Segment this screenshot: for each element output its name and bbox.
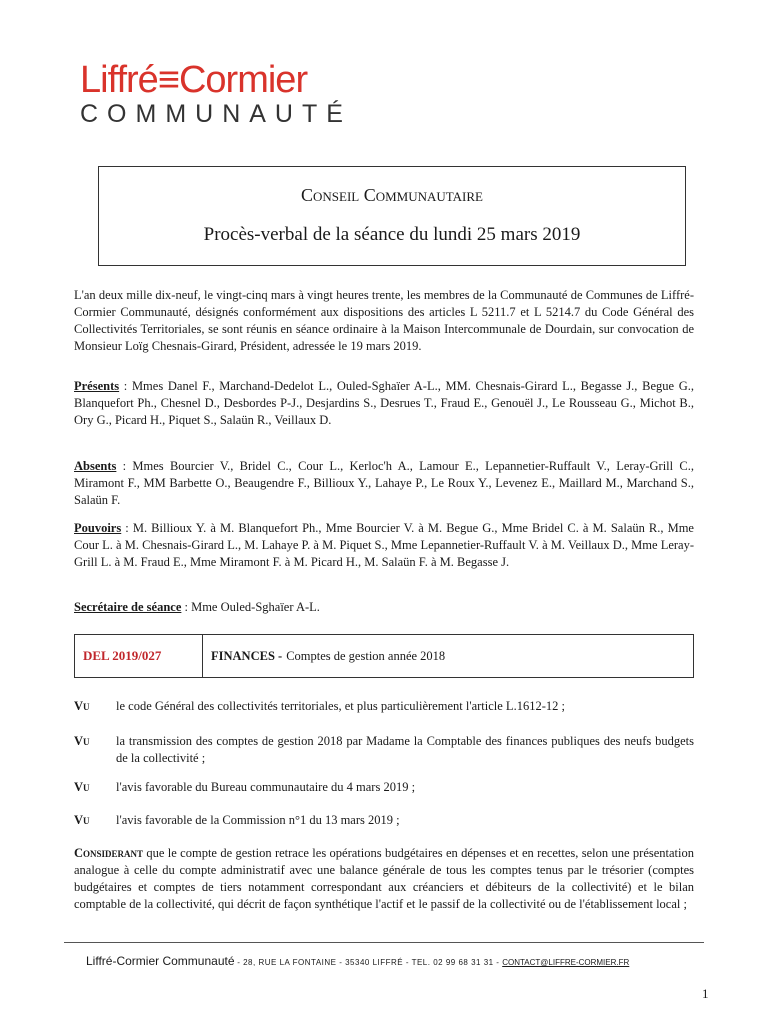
presents-paragraph [74,378,694,429]
footer-name: Liffré-Cormier Communauté [86,954,235,968]
absents-text: : Mmes Bourcier V., Bridel C., Cour L., Kerloc'h A., Lamour E., Lepannetier-Ruffault V., Leray-Grill C., Miramont F., MM Barbette O., Beaugendre F., Billioux Y., Lahaye P., Le Roux Y., Levenez E., Maillard M., Marchand S., Salaün F. [74,459,694,507]
vu-text: le code Général des collectivités territoriales, et plus particulièrement l'article L.1612-12 ; [116,699,565,713]
vu-text: l'avis favorable de la Commission n°1 du 13 mars 2019 ; [116,813,400,827]
pouvoirs-label: Pouvoirs [74,521,122,535]
vu-item [74,779,694,796]
footer [86,954,629,968]
presents-text: : Mmes Danel F., Marchand-Dedelot L., Ouled-Sghaïer A-L., MM. Chesnais-Girard L., Begasse J., Begue G., Blanquefort Ph., Chesnel D., Desbordes P-J., Desjardins S., Desrues T., Fraud E., Genouël J., Le Rousseau G., Michot B., Ory G., Picard H., Piquet S., Salaün R., Veillaux D. [74,379,694,427]
logo-wordmark [80,60,352,100]
logo [80,60,352,128]
vu-item [74,733,694,767]
deliberation-subject [203,635,445,677]
deliberation-category: FINANCES - [211,648,283,663]
intro-paragraph: L'an deux mille dix-neuf, le vingt-cinq mars à vingt heures trente, les membres de la Communauté de Communes de Liffré-Cormier Communauté, désignés conformément aux dispositions des articles L 5211.7 et L 5214.7 du Code Général des Collectivités Territoriales, se sont réunis en séance ordinaire à la Maison Intercommunale de Dourdain, sur convocation de Monsieur Loïg Chesnais-Girard, Président, adressée le 19 mars 2019. [74,288,694,353]
pouvoirs-text: : M. Billioux Y. à M. Blanquefort Ph., Mme Bourcier V. à M. Begue G., Mme Bridel C. à M. Salaün R., Mme Cour L. à M. Chesnais-Girard L., M. Lahaye P. à M. Piquet S., Mme Lepannetier-Ruffault V. à M. Veillaux D., Mme Leray-Grill L. à M. Fraud E., Mme Miramont F. à M. Picard H., M. Salaün F. à M. Begasse J. [74,521,694,569]
logo-liffre: Liffré [80,59,158,101]
vu-key: Vu [74,699,90,713]
vu-text: l'avis favorable du Bureau communautaire du 4 mars 2019 ; [116,780,416,794]
vu-key: Vu [74,734,90,748]
presents-label: Présents [74,379,120,393]
secretaire-label: Secrétaire de séance [74,600,182,614]
absents-label: Absents [74,459,117,473]
logo-cormier: Cormier [178,59,308,101]
document-subheading: Procès-verbal de la séance du lundi 25 mars 2019 [203,224,581,245]
pouvoirs-paragraph [74,520,694,571]
deliberation-subject-text: Comptes de gestion année 2018 [286,648,446,663]
page-number: 1 [702,986,709,1001]
secretaire-text: : Mme Ouled-Sghaïer A-L. [181,600,320,614]
vu-key: Vu [74,813,90,827]
document-heading: Conseil Communautaire [300,185,484,205]
deliberation-box [74,634,694,678]
vu-item [74,812,694,829]
considerant-key: Considerant [74,846,144,860]
vu-text: la transmission des comptes de gestion 2018 par Madame la Comptable des finances publiques des neufs budgets de la collectivité ; [116,734,694,765]
absents-paragraph [74,458,694,509]
vu-key: Vu [74,780,90,794]
vu-item [74,698,694,715]
footer-address: - 28, RUE LA FONTAINE - 35340 LIFFRÉ - TEL. 02 99 68 31 31 - [234,958,503,967]
logo-communaute: COMMUNAUTÉ [80,100,352,128]
footer-email: CONTACT@LIFFRE-CORMIER.FR [502,958,630,967]
logo-separator-icon: ≡ [157,59,179,101]
title-box [98,166,686,266]
considerant-paragraph [74,845,694,913]
deliberation-id: DEL 2019/027 [75,635,203,677]
footer-divider [64,942,704,943]
considerant-text: que le compte de gestion retrace les opérations budgétaires en dépenses et en recettes, selon une présentation analogue à celle du compte administratif avec une balance générale de tous les comptes tenus par le trésorier (comptes budgétaires et comptes de tiers notamment correspondant aux créanciers et débiteurs de la collectivité) et le bilan comptable de la collectivité, qui décrit de façon synthétique l'actif et le passif de la collectivité ou de l'établissement local ; [74,846,694,911]
secretaire-paragraph [74,599,694,616]
